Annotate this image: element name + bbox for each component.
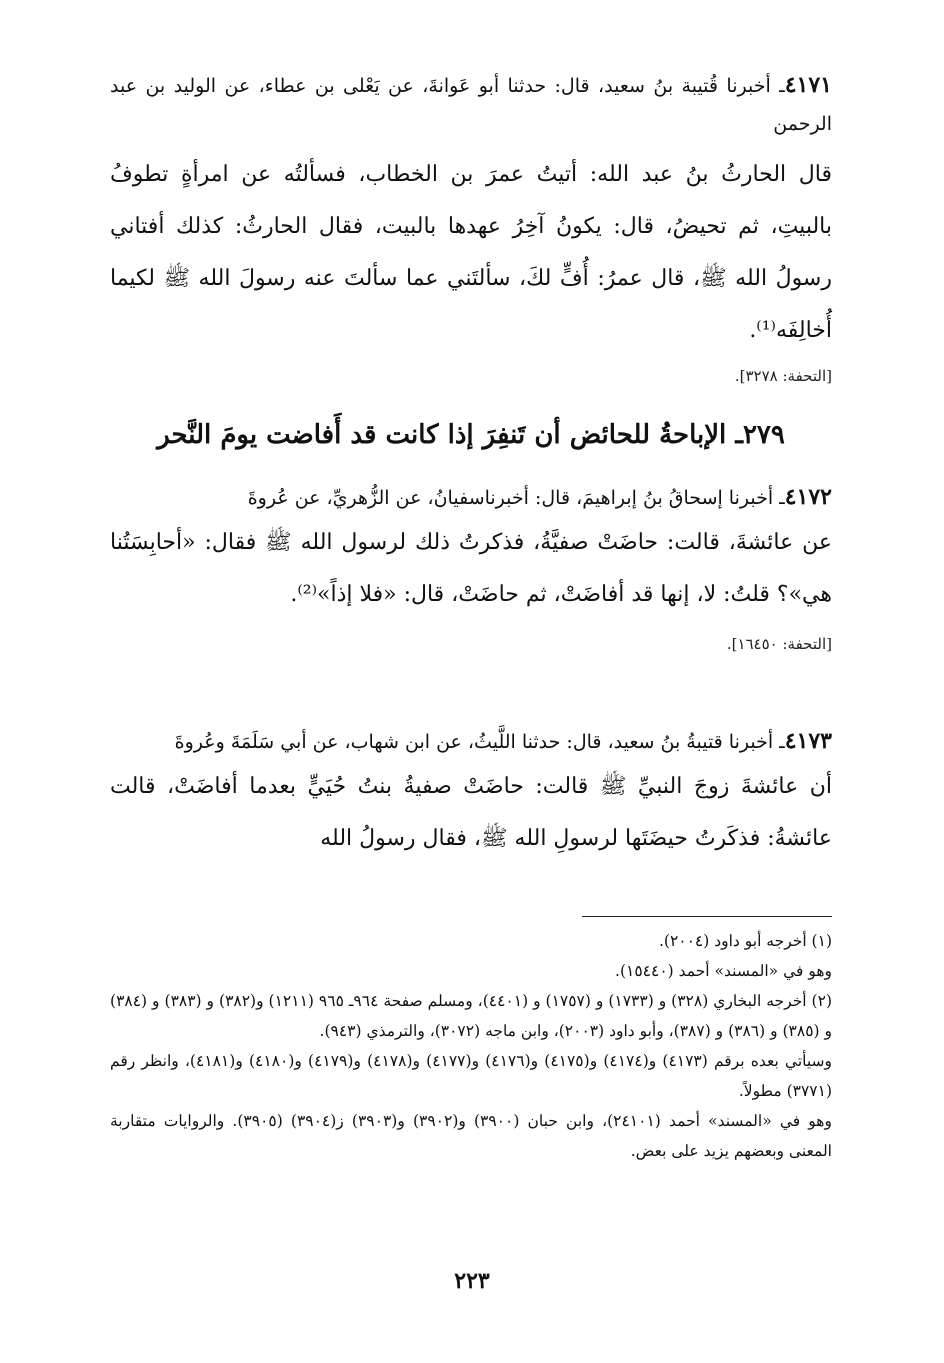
- hadith-number: ٤١٧٣: [784, 728, 832, 754]
- tuhfa-reference: [التحفة: ٣٢٧٨].: [734, 367, 832, 385]
- footnote-1: (١) أخرجه أبو داود (٢٠٠٤).: [658, 932, 832, 950]
- hadith-4171-isnad: [110, 66, 832, 143]
- hadith-number: ٤١٧٢: [784, 484, 832, 510]
- chapter-heading: ٢٧٩ـ الإباحةُ للحائض أن تَنفِرَ إذا كانت قد أَفاضت يومَ النَّحر: [157, 420, 785, 450]
- hadith-number: ٤١٧١: [784, 72, 832, 98]
- page-number: ٢٢٣: [454, 1268, 490, 1294]
- isnad-text: ـ أخبرنا إسحاقُ بنُ إبراهيمَ، قال: أخبرناسفيانُ، عن الزُّهريِّ، عن عُروةَ: [247, 487, 785, 509]
- matn-text: أن عائشةَ زوجَ النبيِّ ﷺ قالت: حاضَتْ صفيةُ بنتُ حُيَيٍّ بعدما أفاضَتْ، قالت عائشةُ: فذكَرتُ حيضَتَها لرسولِ الله ﷺ، فقال رسولُ الله: [110, 774, 832, 851]
- footnote-1-cont: وهو في «المسند» أحمد (١٥٤٤٠).: [615, 962, 832, 980]
- hadith-4171: [110, 66, 832, 385]
- hadith-4172-isnad: [110, 478, 832, 517]
- matn-text: عن عائشةَ، قالت: حاضَتْ صفيَّةُ، فذكرتُ ذلك لرسول الله ﷺ فقال: «أحابِسَتُنا هي»؟ قلتُ: لا، إنها قد أفاضَتْ، ثم حاضَتْ، قال: «فلا إذاً»⁽²⁾.: [110, 530, 832, 607]
- hadith-4173: [110, 722, 832, 865]
- footnote-separator: [582, 916, 832, 917]
- hadith-4172: [110, 478, 832, 653]
- matn-text: قال الحارثُ بنُ عبد الله: أتيتُ عمرَ بن الخطاب، فسألتُه عن امرأةٍ تطوفُ بالبيتِ، ثم تحيضُ، قال: يكونُ آخِرُ عهدها بالبيت، فقال الحارثُ: كذلك أفتاني رسولُ الله ﷺ، قال عمرُ: أُفٍّ لكَ، سألتَني عما سألتَ عنه رسولَ الله ﷺ لكيما أُخالِفَه⁽¹⁾.: [110, 162, 832, 343]
- footnote-2: (٢) أخرجه البخاري (٣٢٨) و (١٧٣٣) و (١٧٥٧) و (٤٤٠١)، ومسلم صفحة ٩٦٤ـ ٩٦٥ (١٢١١) و(٣٨٢) و (٣٨٣) و (٣٨٤) و (٣٨٥) و (٣٨٦) و (٣٨٧)، وأبو داود (٢٠٠٣)، وابن ماجه (٣٠٧٢)، والترمذي (٩٤٣).: [110, 992, 832, 1040]
- footnote-2-end: وهو في «المسند» أحمد (٢٤١٠١)، وابن حبان (٣٩٠٠) و(٣٩٠٢) و(٣٩٠٣) ز(٣٩٠٤) (٣٩٠٥). والروايات متقاربة المعنى وبعضهم يزيد على بعض.: [110, 1112, 832, 1160]
- hadith-4173-isnad: [110, 722, 832, 761]
- footnote-2-cont: وسيأتي بعده برقم (٤١٧٣) و(٤١٧٤) و(٤١٧٥) و(٤١٧٦) و(٤١٧٧) و(٤١٧٨) و(٤١٧٩) و(٤١٨٠) و(٤١٨١)، وانظر رقم (٣٧٧١) مطولاً.: [110, 1052, 833, 1100]
- tuhfa-reference: [التحفة: ١٦٤٥٠].: [726, 635, 832, 653]
- isnad-text: ـ أخبرنا قُتيبة بنُ سعيد، قال: حدثنا أبو عَوانةَ، عن يَعْلى بن عطاء، عن الوليد بن عبد الرحمن: [110, 75, 832, 135]
- isnad-text: ـ أخبرنا قتيبةُ بنُ سعيد، قال: حدثنا اللَّيثُ، عن ابن شهاب، عن أبي سَلَمَةَ وعُروةَ: [174, 731, 785, 753]
- footnotes: [110, 926, 832, 1166]
